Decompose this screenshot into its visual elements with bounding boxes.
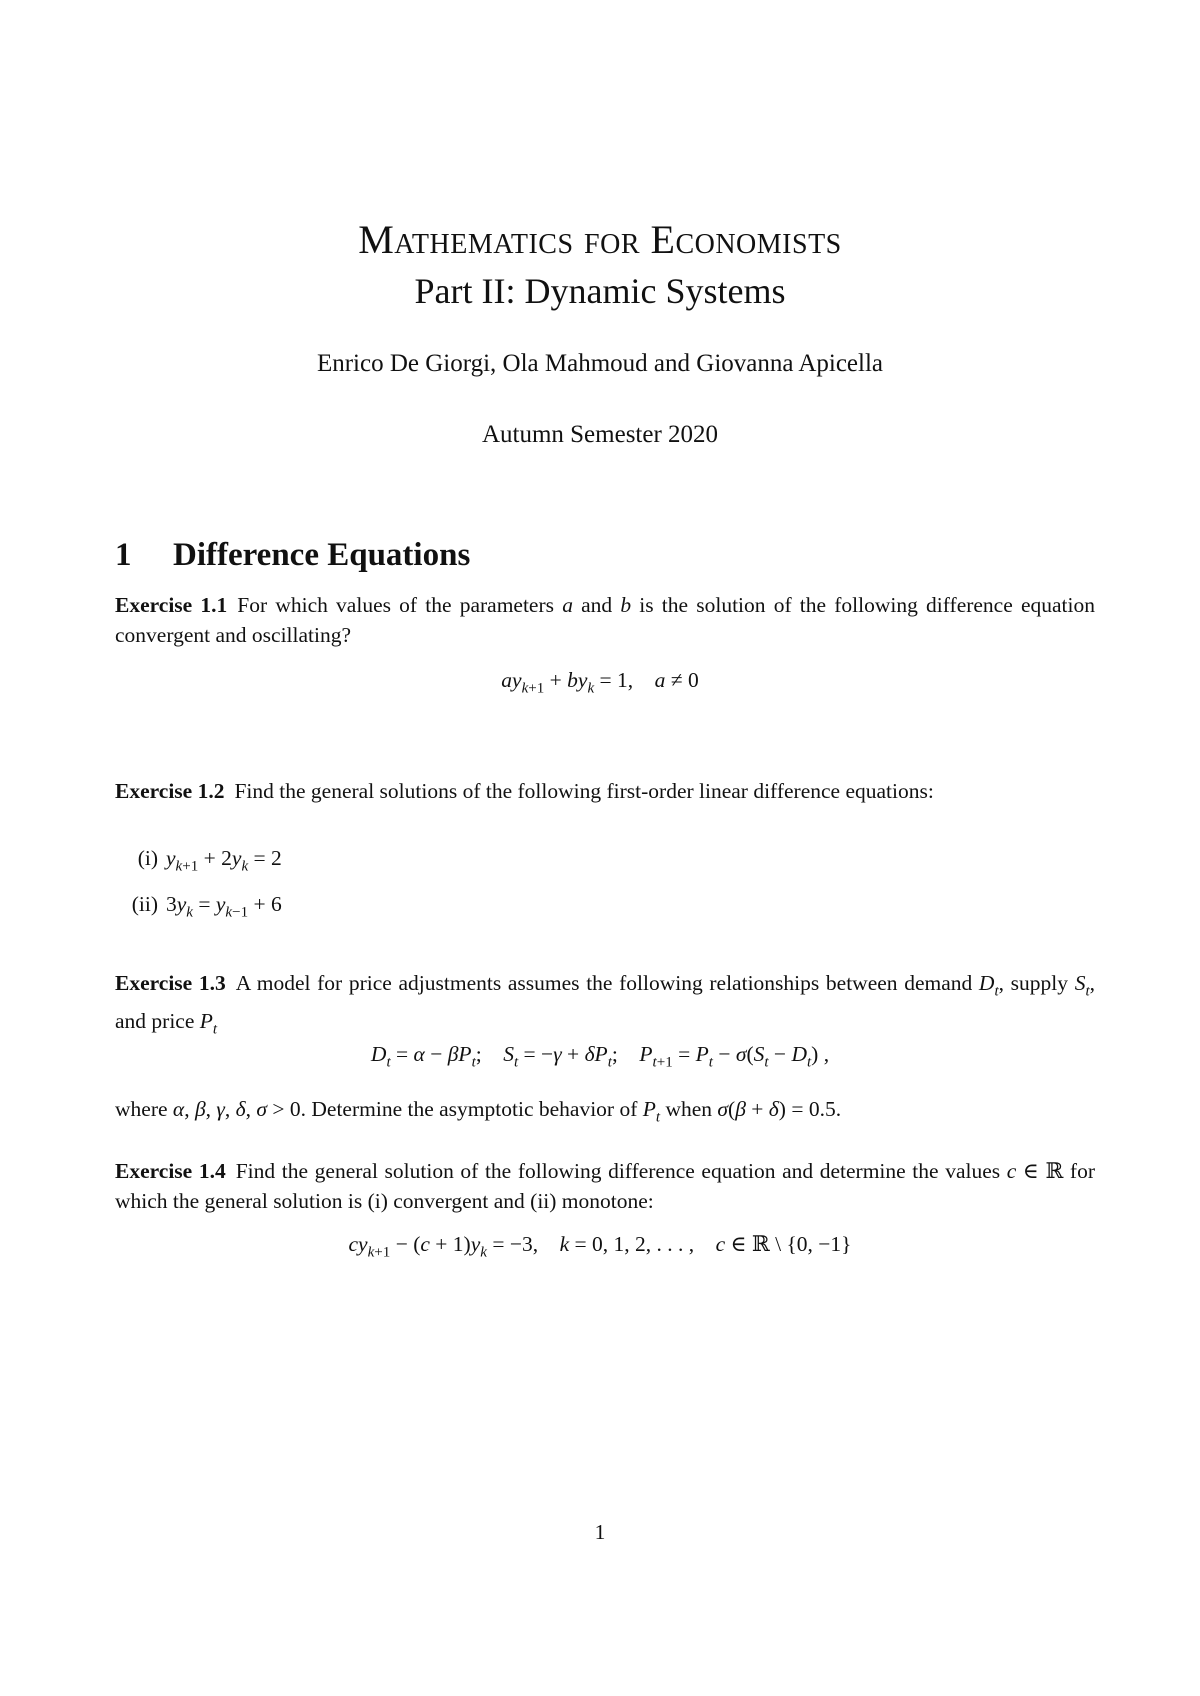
section-number: 1 (115, 537, 132, 573)
exercise-1-1-text: Exercise 1.1 For which values of the parameters a and b is the solution of the following difference equation convergent and oscillating? (115, 593, 1095, 647)
item-label: (i) (137, 846, 158, 870)
authors: Enrico De Giorgi, Ola Mahmoud and Giovanna Apicella (316, 350, 884, 377)
exercise-label: Exercise 1.1 (115, 593, 228, 617)
section-title: Difference Equations (173, 537, 471, 573)
exercise-1-4-equation: $cy_{k+1} - (c + 1)y_k = -3$, k = 0, 1, 2, . . . , c ∈ ℝ \ {0, −1} (348, 1232, 852, 1261)
exercise-1-2-item-i: (i) $y_{k+1} + 2y_k = 2$ (110, 846, 282, 875)
exercise-label: Exercise 1.3 (115, 971, 226, 995)
document-subtitle: Part II: Dynamic Systems (414, 271, 786, 311)
exercise-1-2-item-ii: (ii) $3y_k = y_{k-1} + 6$ (110, 892, 282, 921)
section-heading (115, 537, 470, 574)
exercise-1-1-equation: $ay_{k+1} + by_k = 1$, a ≠ 0 (501, 668, 699, 697)
exercise-1-2-text: Exercise 1.2 Find the general solutions of the following first-order linear difference equations: (115, 779, 934, 803)
exercise-1-3-text: Exercise 1.3 A model for price adjustments assumes the following relationships between demand $D_t$, supply $S_t$, and price $P_t$ (115, 971, 1095, 1038)
exercise-1-3-after-text: where α, β, γ, δ, σ > 0. Determine the asymptotic behavior of $P_t$ when σ(β + δ) = 0.5. (115, 1097, 842, 1126)
exercise-1-3-equation: $D_t = \alpha - \beta P_t$; $S_t = -\gamma + \delta P_t$; $P_{t+1} = P_t - \sigma(S_t - D_t)$ , (370, 1042, 830, 1071)
document-title: Mathematics for Economists (358, 217, 842, 262)
exercise-label: Exercise 1.4 (115, 1159, 226, 1183)
exercise-1-4-text: Exercise 1.4 Find the general solution of the following difference equation and determine the values c ∈ ℝ for which the general solution is (i) convergent and (ii) monotone: (115, 1159, 1096, 1213)
semester: Autumn Semester 2020 (481, 421, 719, 448)
page-number: 1 (594, 1520, 606, 1544)
item-label: (ii) (131, 892, 158, 916)
exercise-label: Exercise 1.2 (115, 779, 225, 803)
